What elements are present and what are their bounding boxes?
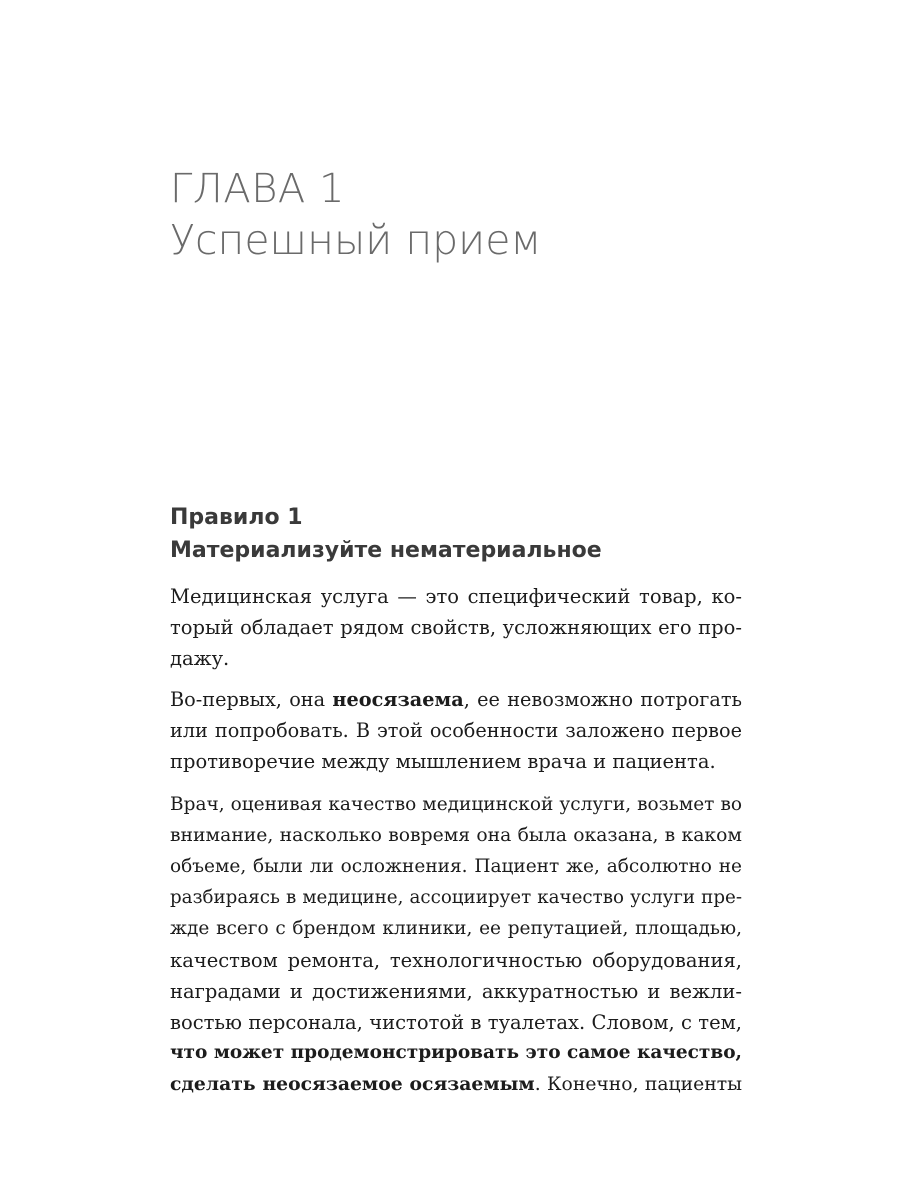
- text-segment: торый обладает рядом свойств, усложняющих его про-: [170, 616, 742, 639]
- text-segment: качеством ремонта, технологичностью оборудования,: [170, 949, 742, 972]
- paragraph-3-line-8: [170, 1013, 742, 1033]
- paragraph-3-line-6: [170, 951, 742, 971]
- paragraph-1-line-1: [170, 587, 742, 607]
- paragraph-3-line-4: [170, 889, 742, 907]
- bold-phrase: сделать неосязаемое осязаемым: [170, 1073, 535, 1095]
- text-segment: объеме, были ли осложнения. Пациент же, абсолютно не: [170, 856, 742, 877]
- paragraph-3-line-1: [170, 796, 742, 815]
- text-segment: противоречие между мышлением врача и пациента.: [170, 750, 716, 773]
- text-segment: . Конечно, пациенты: [534, 1074, 742, 1095]
- text-segment: или попробовать. В этой особенности заложено первое: [170, 719, 742, 742]
- text-segment: дажу.: [170, 647, 230, 670]
- text-segment: внимание, насколько вовремя она была оказана, в каком: [170, 825, 742, 846]
- text-segment: Медицинская услуга — это специфический товар, ко-: [170, 585, 742, 608]
- paragraph-1-line-3: [170, 649, 742, 669]
- paragraph-3-line-5: [170, 920, 742, 939]
- text-segment: Во-первых, она: [170, 688, 333, 711]
- rule-title: Материализуйте нематериальное: [170, 538, 602, 563]
- bold-term: неосязаема: [332, 688, 464, 711]
- paragraph-3-line-3: [170, 858, 742, 877]
- paragraph-1-line-2: [170, 618, 742, 638]
- paragraph-3-line-7: [170, 982, 742, 1002]
- text-segment: востью персонала, чистотой в туалетах. Словом, с тем,: [170, 1011, 742, 1034]
- text-segment: , ее невозможно потрогать: [463, 688, 742, 711]
- paragraph-2-line-1: [170, 690, 742, 709]
- text-segment: Врач, оценивая качество медицинской услуги, возьмет во: [170, 794, 742, 815]
- text-segment: наградами и достижениями, аккуратностью и вежли-: [170, 980, 742, 1003]
- bold-phrase: что может продемонстрировать это самое качество,: [170, 1042, 742, 1063]
- chapter-label: ГЛАВА 1: [170, 166, 345, 212]
- paragraph-2-line-2: [170, 721, 742, 740]
- paragraph-2-line-3: [170, 752, 742, 772]
- rule-number: Правило 1: [170, 505, 303, 530]
- paragraph-3-line-9: [170, 1044, 742, 1063]
- chapter-title: Успешный прием: [170, 216, 542, 264]
- text-segment: жде всего с брендом клиники, ее репутацией, площадью,: [170, 918, 742, 939]
- paragraph-3-line-2: [170, 827, 742, 846]
- text-segment: разбираясь в медицине, ассоциирует качество услуги пре-: [170, 887, 742, 908]
- paragraph-3-line-10: [170, 1075, 742, 1095]
